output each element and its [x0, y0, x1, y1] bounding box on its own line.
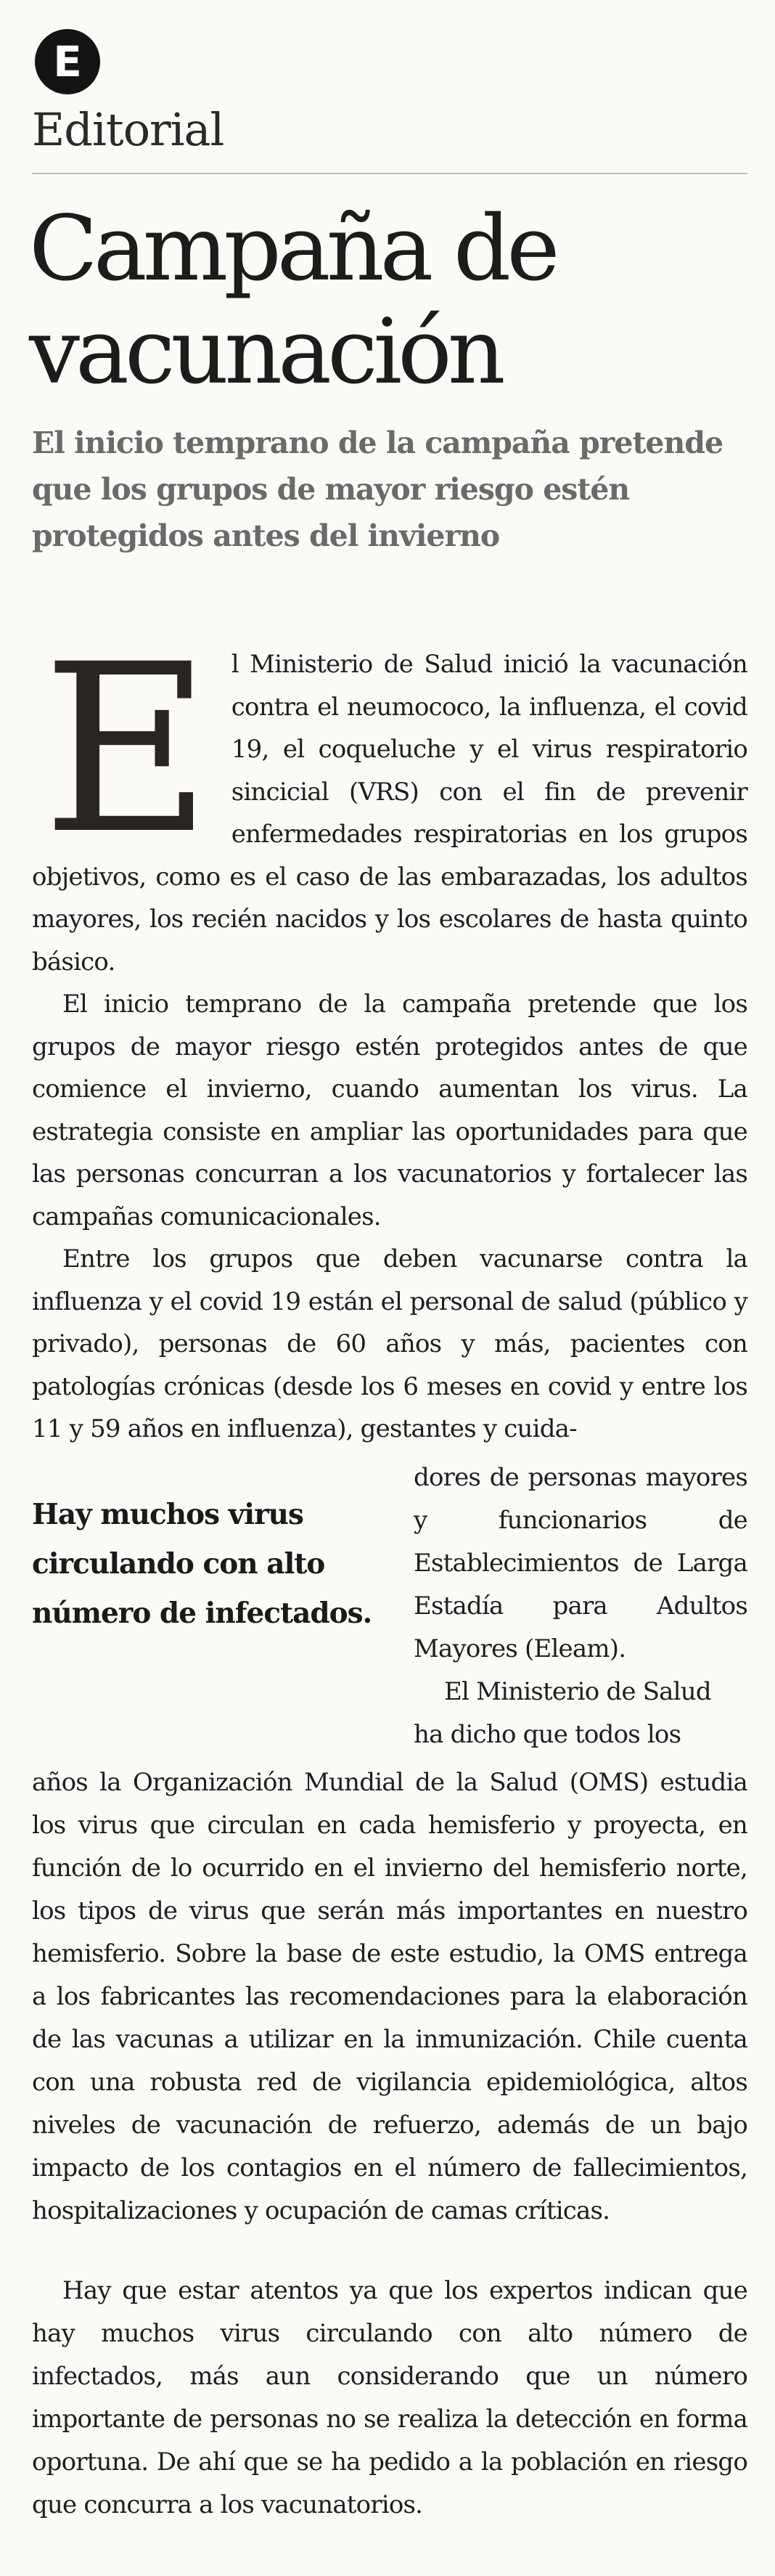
headline-line-2: vacunación	[29, 300, 501, 404]
section-badge	[35, 29, 100, 94]
paragraph-3-end: dores de personas mayores y funcionarios de Establecimientos de Larga Estadía para Adultos Mayores (Eleam).	[414, 1463, 747, 1663]
drop-cap: E	[42, 615, 211, 885]
section-badge-letter: E	[53, 37, 82, 86]
paragraph-3-start: Entre los grupos que deben vacunarse contra la influenza y el covid 19 están el personal de salud (público y privado), personas de 60 años y más, pacientes con patologías crónicas (desde los 6 meses en covid y entre los 11 y 59 años en influenza), gestantes y cuida-	[32, 1244, 747, 1443]
paragraph-4-start: El Ministerio de Salud ha dicho que todos los	[414, 1677, 711, 1749]
paragraph-4-rest: años la Organización Mundial de la Salud (OMS) estudia los virus que circulan en cada hemisferio y proyecta, en función de lo ocurrido en el invierno del hemisferio norte, los tipos de virus que serán más importantes en nuestro hemisferio. Sobre la base de este estudio, la OMS entrega a los fabricantes las recomendaciones para la elaboración de las vacunas a utilizar en la inmunización. Chile cuenta con una robusta red de vigilancia epidemiológica, altos niveles de vacunación de refuerzo, además de un bajo impacto de los contagios en el número de fallecimientos, hospitalizaciones y ocupación de camas críticas.	[32, 1768, 747, 2225]
article-block-3	[32, 1761, 747, 2233]
paragraph-2: El inicio temprano de la campaña pretende que los grupos de mayor riesgo estén protegidos antes de que comience el invierno, cuando aumentan los virus. La estrategia consiste en ampliar las oportunidades para que las personas concurran a los vacunatorios y fortalecer las campañas comunicacionales.	[32, 990, 747, 1231]
article-block-4	[32, 2270, 747, 2527]
headline-line-1: Campaña de	[29, 197, 556, 301]
subheadline-deck: El inicio temprano de la campaña pretende que los grupos de mayor riesgo estén protegidos antes del invierno	[32, 425, 723, 553]
paragraph-1: l Ministerio de Salud inició la vacunación contra el neumococo, la influenza, el covid 19, el coqueluche y el virus respiratorio sincicial (VRS) con el fin de prevenir enfermedades respiratorias en los grupos objetivos, como es el caso de las embarazadas, los adultos mayores, los recién nacidos y los escolares de hasta quinto básico.	[32, 650, 747, 977]
section-label: Editorial	[32, 103, 224, 156]
article-narrow-column	[414, 1456, 747, 1756]
paragraph-5: Hay que estar atentos ya que los expertos indican que hay muchos virus circulando con alto número de infectados, más aun considerando que un número importante de personas no se realiza la detección en forma oportuna. De ahí que se ha pedido a la población en riesgo que concurra a los vacunatorios.	[32, 2276, 747, 2519]
pull-quote: Hay muchos virus circulando con alto número de infectados.	[32, 1498, 372, 1630]
headline	[29, 197, 747, 404]
header-divider	[32, 173, 747, 174]
article-block-1	[32, 615, 747, 1451]
